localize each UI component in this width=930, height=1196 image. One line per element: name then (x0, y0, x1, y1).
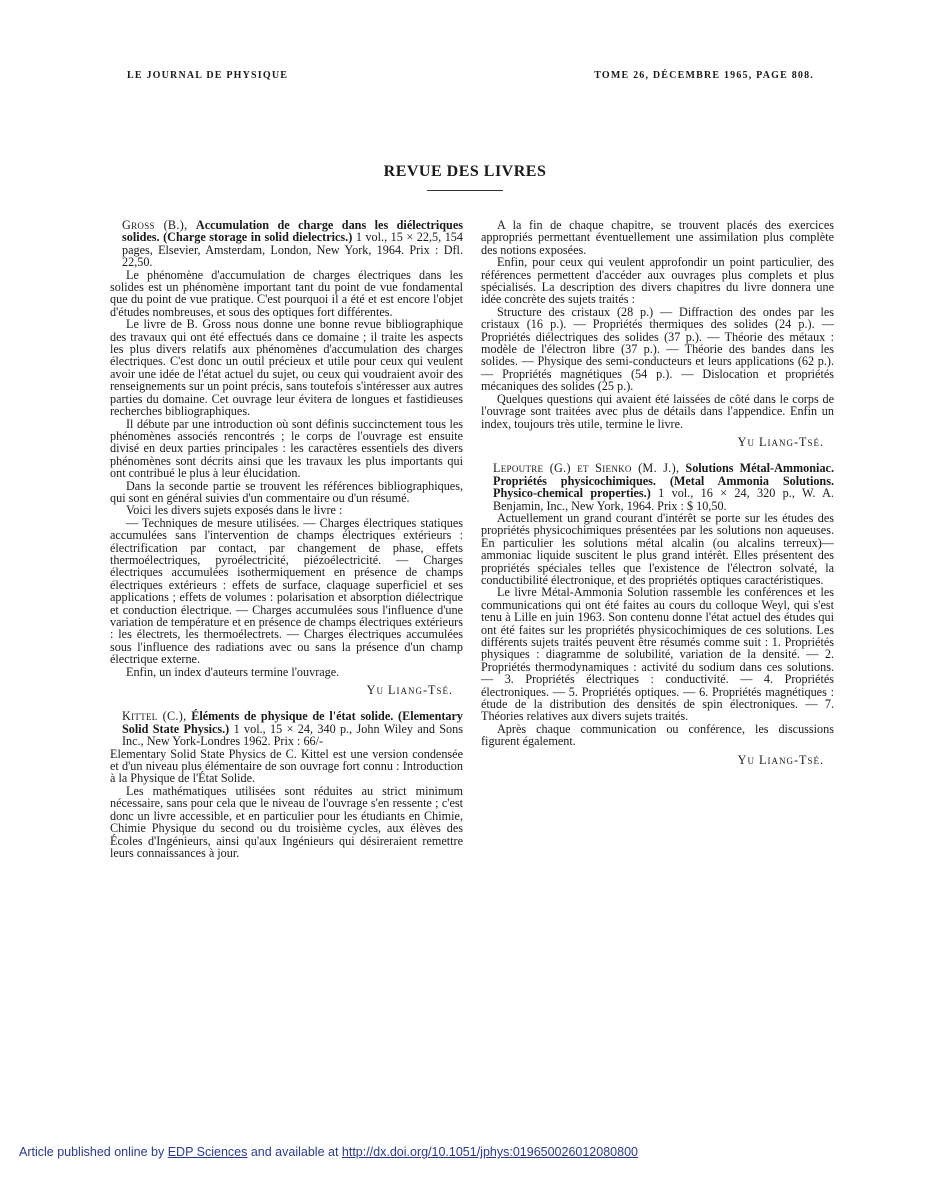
paragraph: Enfin, pour ceux qui veulent approfondir un point particulier, des références permettent d'accéder aux ouvrages plus complets et plus spécialisés. La description des divers chapitres du livre donnera une idée concrète des sujets traités : (481, 255, 834, 307)
volume-page-info: TOME 26, DÉCEMBRE 1965, PAGE 808. (594, 70, 814, 81)
paragraph: Voici les divers sujets exposés dans le livre : (126, 503, 343, 518)
publisher-link[interactable]: EDP Sciences (167, 1145, 248, 1159)
book-details: 1 vol., 16 × 24, 320 p., W. A. Benjamin, Inc., New York, 1964. Prix : $ 10,50. (493, 486, 834, 513)
review-author: Lepoutre (G.) et Sienko (M. J.), (493, 461, 680, 476)
book-title: Accumulation de charge dans les diélectriques solides. (Charge storage in solid dielectrics.) (122, 218, 463, 245)
paragraph: Dans la seconde partie se trouvent les références bibliographiques, qui sont en général suivies d'un commentaire ou d'un résumé. (110, 478, 463, 505)
paragraph: Le livre de B. Gross nous donne une bonne revue bibliographique des travaux qui ont été effectués dans ce domaine ; il traite les aspects les plus divers relatifs aux phénomènes d'accumulation des charges électriques. C'est donc un outil précieux et utile pour ceux qui veulent avoir une idée de l'état actuel du sujet, ou ceux qui voudraient avoir des renseignements sur un point précis, sans toutefois s'intéresser aux autres parties du domaine. Cet ouvrage leur évitera de longues et fastidieuses recherches bibliographiques. (110, 317, 463, 419)
doi-link[interactable]: http://dx.doi.org/10.1051/jphys:019650026012080800 (341, 1145, 638, 1159)
review-author: Gross (B.), (122, 218, 188, 232)
paragraph: Après chaque communication ou conférence, les discussions figurent également. (481, 721, 834, 749)
right-column (481, 219, 834, 780)
book-title: Solutions Métal-Ammoniac. Propriétés physicochimiques. (Metal Ammonia Solutions. Physico-chemical properties.) (493, 461, 834, 501)
paragraph: Actuellement un grand courant d'intérêt se porte sur les études des propriétés physicochimiques présentées par les solutions non aqueuses. En particulier les solutions métal alcalin (ou alcalins terreux)—ammoniac liquide suscitent le plus grand intérêt. Elles présentent des propriétés spéciales telles que l'existence de l'électron solvaté, la conductibilité électronique, et des propriétés optiques caractéristiques. (481, 510, 834, 587)
section-title: REVUE DES LIVRES (383, 163, 547, 180)
title-rule (427, 190, 503, 191)
footer-prefix: Article published online by (19, 1145, 168, 1159)
paragraph: Le phénomène d'accumulation de charges électriques dans les solides est un phénomène important tant du point de vue fondamental que du point de vue pratique. C'est pourquoi il a été et est encore l'objet d'études nombreuses, et sous des optiques fort différentes. (110, 267, 463, 319)
review-author: Kittel (C.), (122, 709, 187, 724)
paragraph: Elementary Solid State Physics de C. Kittel est une version condensée et d'un niveau plus élémentaire de son ouvrage fort connu : Introduction à la Physique de l'État Solide. (110, 746, 463, 786)
paragraph: — Techniques de mesure utilisées. — Charges électriques statiques accumulées sans l'intervention de champs électriques extérieurs : électrification par contact, par changement de phase, effets thermoélectriques, pyroélectricité, piézoélectricité. — Charges électriques accumulées isothermiquement en présence de champs électriques extérieurs : effets de surface, claquage superficiel et ses applications ; effets de volumes : polarisation et absorption diélectrique et conduction électrique. — Charges accumulées sous l'influence d'une variation de température et en présence de champs électriques extérieurs : les électrets, les thermoélectrets. — Charges électriques accumulées sous l'influence des radiations avec ou sans la présence d'un champ électrique externe. (110, 515, 463, 667)
paragraph: Structure des cristaux (28 p.) — Diffraction des ondes par les cristaux (16 p.). — Propriétés thermiques des solides (24 p.). — Propriétés diélectriques des solides (37 p.). — Théorie des métaux : modèle de l'électron libre (37 p.). — Théorie des bandes dans les solides. — Physique des semi-conducteurs et leurs applications (62 p.). — Propriétés magnétiques (54 p.). — Dislocation et propriétés mécaniques des solides (25 p.). (481, 304, 834, 394)
book-details: 1 vol., 15 × 24, 340 p., John Wiley and Sons Inc., New York-Londres 1962. Prix : 66/- (122, 721, 463, 749)
reviewer-signature: Yu Liang-Tsé. (737, 752, 824, 767)
review-reference-kittel (110, 710, 463, 747)
journal-name: LE JOURNAL DE PHYSIQUE (127, 70, 289, 81)
paragraph: Le livre Métal-Ammonia Solution rassemble les conférences et les communications qui ont été faites au cours du colloque Weyl, qui s'est tenu à Lille en juin 1963. Son contenu donne l'état actuel des études qui ont été faites sur les propriétés physicochimiques de ces solutions. Les différents sujets traités peuvent être résumés comme suit : 1. Propriétés physiques : diagramme de solubilité, variation de la densité. — 2. Propriétés thermodynamiques : activité du sodium dans ces solutions. — 3. Propriétés électriques : conductivité. — 4. Propriétés électroniques. — 5. Propriétés optiques. — 6. Propriétés magnétiques : étude de la distribution des densités de spin électroniques. — 7. Théories relatives aux divers sujets traités. (481, 585, 834, 724)
reviewer-signature: Yu Liang-Tsé. (737, 434, 824, 449)
footer-middle: and available at (247, 1145, 342, 1159)
review-reference-gross (110, 219, 463, 269)
left-column (110, 219, 463, 859)
book-title: Éléments de physique de l'état solide. (Elementary Solid State Physics.) (122, 709, 463, 736)
publication-footer (19, 1145, 638, 1159)
review-reference-lepoutre (481, 462, 834, 512)
paragraph: Quelques questions qui avaient été laissées de côté dans le corps de l'ouvrage sont traitées avec plus de détails dans l'appendice. Enfin un index, toujours très utile, termine le livre. (481, 391, 834, 431)
paragraph-continued: Les mathématiques utilisées sont réduites au strict minimum nécessaire, sans pour cela que le niveau de l'ouvrage s'en ressente ; c'est donc un livre accessible, et en particulier pour les étudiants en Chimie, Chimie Physique du second ou du troisième cycles, aux élèves des Écoles d'Ingénieurs, ainsi qu'aux Ingénieurs qui désireraient remettre leurs connaissances à jour. (110, 783, 463, 860)
paragraph: Il débute par une introduction où sont définis succinctement tous les phénomènes associés rencontrés ; le corps de l'ouvrage est ensuite divisé en deux parties principales : les caractères essentiels des divers phénomènes sont décrits ainsi que les travaux les plus importants qui ont contribué le plus à leur élucidation. (110, 416, 463, 481)
paragraph: Enfin, un index d'auteurs termine l'ouvrage. (126, 664, 340, 679)
paragraph: A la fin de chaque chapitre, se trouvent placés des exercices appropriés permettant éventuellement une assimilation plus complète des notions exposées. (481, 218, 834, 257)
reviewer-signature: Yu Liang-Tsé. (366, 683, 453, 698)
book-details: 1 vol., 15 × 22,5, 154 pages, Elsevier, Amsterdam, London, New York, 1964. Prix : Dfl. 22,50. (122, 230, 463, 270)
